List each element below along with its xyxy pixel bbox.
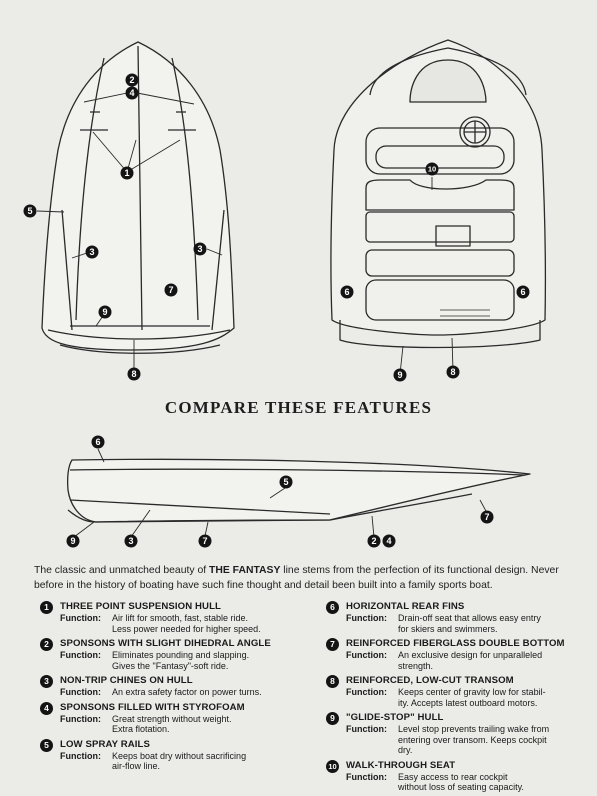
callout-5 bbox=[24, 205, 37, 218]
brand-name: THE FANTASY bbox=[209, 565, 281, 576]
feature-function: Keeps center of gravity low for stabil- ity. Accepts latest outboard motors. bbox=[398, 687, 546, 708]
feature-item bbox=[326, 711, 576, 756]
callout-2 bbox=[368, 535, 381, 548]
boat-top-view bbox=[331, 40, 545, 374]
svg-text:9: 9 bbox=[70, 536, 76, 546]
feature-item bbox=[326, 600, 576, 634]
svg-text:2: 2 bbox=[129, 75, 135, 85]
svg-text:6: 6 bbox=[344, 287, 350, 297]
callout-3 bbox=[125, 535, 138, 548]
callout-8 bbox=[447, 366, 460, 379]
function-label: Function: bbox=[60, 650, 101, 660]
callout-1 bbox=[121, 167, 134, 180]
feature-name: HORIZONTAL REAR FINS bbox=[346, 601, 465, 612]
feature-name: NON-TRIP CHINES ON HULL bbox=[60, 675, 193, 686]
page-heading: COMPARE THESE FEATURES bbox=[164, 398, 433, 417]
feature-number-badge: 10 bbox=[326, 760, 339, 773]
feature-number-badge: 2 bbox=[40, 638, 53, 651]
feature-name: SPONSONS FILLED WITH STYROFOAM bbox=[60, 701, 245, 713]
feature-number-badge: 7 bbox=[326, 638, 339, 651]
callout-5 bbox=[280, 476, 293, 489]
feature-number-badge: 3 bbox=[40, 675, 53, 688]
feature-number-badge: 9 bbox=[326, 712, 339, 725]
function-label: Function: bbox=[346, 650, 387, 660]
callout-7-left bbox=[199, 535, 212, 548]
svg-text:4: 4 bbox=[386, 536, 392, 546]
feature-list-left bbox=[40, 600, 310, 775]
feature-item bbox=[40, 674, 310, 698]
svg-text:7: 7 bbox=[484, 512, 490, 522]
callout-7 bbox=[165, 284, 178, 297]
svg-text:8: 8 bbox=[131, 369, 137, 379]
svg-text:2: 2 bbox=[371, 536, 377, 546]
function-label: Function: bbox=[60, 713, 101, 724]
feature-name: THREE POINT SUSPENSION HULL bbox=[60, 601, 222, 612]
svg-text:6: 6 bbox=[95, 437, 101, 447]
callout-7-right bbox=[481, 511, 494, 524]
feature-item bbox=[326, 637, 576, 671]
callout-6-right bbox=[517, 286, 530, 299]
feature-function: Drain-off seat that allows easy entry for skiers and swimmers. bbox=[398, 613, 541, 634]
callout-9 bbox=[99, 306, 112, 319]
feature-function: Air lift for smooth, fast, stable ride. Less power needed for higher speed. bbox=[112, 613, 261, 634]
function-label: Function: bbox=[346, 687, 387, 697]
intro-paragraph bbox=[34, 563, 564, 593]
feature-name: "GLIDE-STOP" HULL bbox=[346, 712, 444, 723]
feature-number-badge: 8 bbox=[326, 675, 339, 688]
svg-text:7: 7 bbox=[168, 285, 174, 295]
intro-text-end: line stems from the perfection of its functional design. Never before in the history of boating have such fine thought and detail been built into a family sports boat. bbox=[34, 565, 559, 591]
function-label: Function: bbox=[60, 687, 101, 697]
svg-text:7: 7 bbox=[202, 536, 208, 546]
intro-text-start: The classic and unmatched beauty of bbox=[34, 565, 210, 576]
feature-item bbox=[40, 738, 310, 772]
function-label: Function: bbox=[60, 750, 101, 761]
feature-function: Easy access to rear cockpit without loss of seating capacity. bbox=[398, 771, 524, 792]
feature-number-badge: 6 bbox=[326, 601, 339, 614]
feature-item bbox=[40, 600, 310, 634]
feature-number-badge: 5 bbox=[40, 739, 53, 752]
callout-4 bbox=[383, 535, 396, 548]
svg-text:9: 9 bbox=[102, 307, 108, 317]
svg-text:10: 10 bbox=[427, 164, 437, 174]
feature-number-badge: 1 bbox=[40, 601, 53, 614]
function-label: Function: bbox=[60, 613, 101, 623]
boat-side-view bbox=[68, 449, 530, 537]
callout-9 bbox=[394, 369, 407, 382]
callout-3-right bbox=[194, 243, 207, 256]
feature-name: REINFORCED FIBERGLASS DOUBLE BOTTOM bbox=[346, 638, 565, 649]
feature-name: LOW SPRAY RAILS bbox=[60, 738, 150, 750]
svg-text:6: 6 bbox=[520, 287, 526, 297]
feature-number-badge: 4 bbox=[40, 702, 53, 715]
callout-3-left bbox=[86, 246, 99, 259]
feature-function: Great strength without weight. Extra flotation. bbox=[112, 713, 232, 734]
callout-10 bbox=[426, 163, 439, 176]
feature-name: REINFORCED, LOW-CUT TRANSOM bbox=[346, 675, 514, 686]
svg-text:5: 5 bbox=[27, 206, 33, 216]
feature-name: SPONSONS WITH SLIGHT DIHEDRAL ANGLE bbox=[60, 638, 271, 649]
feature-name: WALK-THROUGH SEAT bbox=[346, 759, 456, 771]
svg-text:4: 4 bbox=[129, 88, 135, 98]
feature-function: An extra safety factor on power turns. bbox=[112, 687, 262, 697]
svg-text:3: 3 bbox=[89, 247, 95, 257]
svg-text:8: 8 bbox=[450, 367, 456, 377]
feature-list-right bbox=[326, 600, 576, 796]
svg-text:1: 1 bbox=[124, 168, 130, 178]
feature-item bbox=[40, 701, 310, 735]
svg-text:3: 3 bbox=[128, 536, 134, 546]
callout-2 bbox=[126, 74, 139, 87]
svg-text:3: 3 bbox=[197, 244, 203, 254]
feature-item bbox=[326, 674, 576, 708]
callout-6-left bbox=[341, 286, 354, 299]
feature-function: An exclusive design for unparalleled strength. bbox=[398, 650, 543, 671]
callout-8 bbox=[128, 368, 141, 381]
function-label: Function: bbox=[346, 771, 387, 782]
function-label: Function: bbox=[346, 613, 387, 623]
function-label: Function: bbox=[346, 724, 387, 734]
feature-item bbox=[40, 637, 310, 671]
svg-text:5: 5 bbox=[283, 477, 289, 487]
callout-6 bbox=[92, 436, 105, 449]
callout-4 bbox=[126, 87, 139, 100]
callout-9 bbox=[67, 535, 80, 548]
feature-function: Level stop prevents trailing wake from entering over transom. Keeps cockpit dry. bbox=[398, 724, 550, 755]
feature-function: Keeps boat dry without sacrificing air-flow line. bbox=[112, 750, 247, 771]
feature-function: Eliminates pounding and slapping. Gives the "Fantasy"-soft ride. bbox=[112, 650, 250, 671]
svg-text:9: 9 bbox=[397, 370, 403, 380]
